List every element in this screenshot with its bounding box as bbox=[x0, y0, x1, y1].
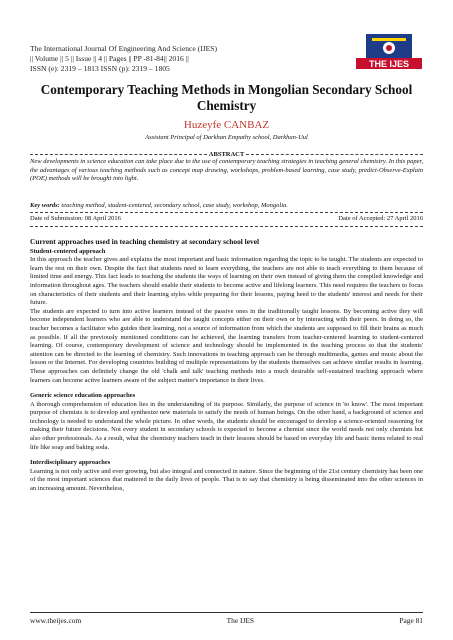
page-footer bbox=[30, 616, 423, 625]
footer-rule bbox=[30, 612, 423, 613]
abstract-text: New developments in science education can take place due to the use of contemporary teaching strategies in teaching general chemistry. In this paper, the advantages of various teaching methods such as concept map drawing, workshops, problem-based learning, case study, predict-Observe-Explain (POE) methods will be brought into light. bbox=[30, 158, 423, 183]
paper-title: Contemporary Teaching Methods in Mongolian Secondary School Chemistry bbox=[40, 82, 413, 113]
journal-logo bbox=[352, 34, 426, 70]
paragraph: Learning is not only active and ever growing, but also integral and connected in nature. Since the beginning of the 21st century chemistry has been one of the most important sciences that mattered in the daily lives of people. That is to say that chemistry is being disseminated into the other sciences in an increasing amount. Nevertheless, bbox=[30, 467, 423, 493]
page-number: Page 81 bbox=[399, 616, 423, 625]
keywords-label: Key words: bbox=[30, 202, 60, 209]
abstract-label: ABSTRACT bbox=[208, 151, 245, 158]
date-accepted: Date of Accepted: 27 April 2016 bbox=[338, 215, 423, 222]
journal-volume: || Volume || 5 || Issue || 4 || Pages || PP -81-84|| 2016 || bbox=[30, 54, 189, 64]
paragraph: The students are expected to turn into active learners instead of the passive ones in the traditionally taught lessons. By becoming active they will become independent learners who are able to understand the taught concepts either on their own or by interacting with their peers. In doing so, the teacher becomes a facilitator who guides their learning, not a source of information from which the students are supposed to fill their brains as much as possible. If all the previously mentioned conditions can be achieved, the learning transfers from teacher-centered learning to student-centered learning. Of course, contemporary development of science and technology should be implemented in the teaching process so that the students' attention can be directed to the learning of chemistry. Such innovations in teaching approach can be through multimedia, games and music about the lesson or the Internet. For developing countries building of multiple representations by the students themselves can achieve similar results in learning. These approaches can definitely change the old 'chalk and talk' teaching methods into a much desirable self-sustained teaching approach where learners can become active learners aware of the subject matter's importance in their lives. bbox=[30, 307, 423, 384]
date-submission: Date of Submission: 08 April 2016 bbox=[30, 215, 121, 222]
footer-journal: The IJES bbox=[226, 616, 254, 625]
paper-author: Huzeyfe CANBAZ bbox=[183, 119, 270, 131]
keywords-list: teaching method, student-centered, secondary school, case study, workshop, Mongolia. bbox=[59, 202, 288, 209]
subsection-title: Interdisciplinary approaches bbox=[30, 459, 111, 467]
logo-text: THE IJES bbox=[368, 59, 410, 69]
abstract-divider bbox=[30, 151, 423, 158]
journal-issn: ISSN (e): 2319 – 1813 ISSN (p): 2319 – 1805 bbox=[30, 64, 170, 74]
journal-name: The International Journal Of Engineering And Science (IJES) bbox=[30, 44, 218, 53]
paragraph: In this approach the teacher gives and explains the most important and basic information regarding the topic to be taught. The students are expected to learn the rest on their own. Despite the fact that students need to learn everything, the teachers are not able to teach everything to them because of limited time and energy. This fact leads to teaching the students the ways of learning on their own instead of giving them the compiled knowledge and information throughout ages. The teachers should enable their students to become active and lifelong learners. This need requires the teachers to focus on characteristics of their students and their learning styles while preparing for their lessons, paying heed to the students' interest and needs for their future. bbox=[30, 256, 423, 307]
footer-website[interactable]: www.theijes.com bbox=[30, 616, 82, 625]
subsection-title: Generic science education approaches bbox=[30, 392, 136, 400]
subsection-title: Student-centered approach bbox=[30, 247, 106, 255]
divider-top bbox=[30, 212, 423, 213]
paragraph: A thorough comprehension of education lies in the understanding of its purpose. Similarly, the purpose of science in 'to know'. The most important purpose of chemists is to develop and synthesize new materials to satisfy the needs of human beings. On the other hand, a background of science and technology is needed to understand the whole picture. In other words, the students should be encouraged to develop a science-oriented reasoning for making their future decisions. Not every student in secondary schools is expected to become a chemist since the world needs not only chemists but also other professionals. As a result, what the chemistry teachers teach in their lessons should be based on everyday life and basic items related to real life like soap and baking soda. bbox=[30, 400, 423, 451]
keywords bbox=[30, 202, 423, 211]
journal-header bbox=[30, 44, 217, 75]
submission-dates bbox=[30, 215, 423, 222]
article-body bbox=[30, 238, 423, 494]
divider-bottom bbox=[30, 226, 423, 227]
section-title: Current approaches used in teaching chemistry at secondary school level bbox=[30, 237, 260, 246]
author-affiliation: Assistant Principal of Darkhan Empathy school, Darkhan-Uul bbox=[145, 134, 308, 141]
